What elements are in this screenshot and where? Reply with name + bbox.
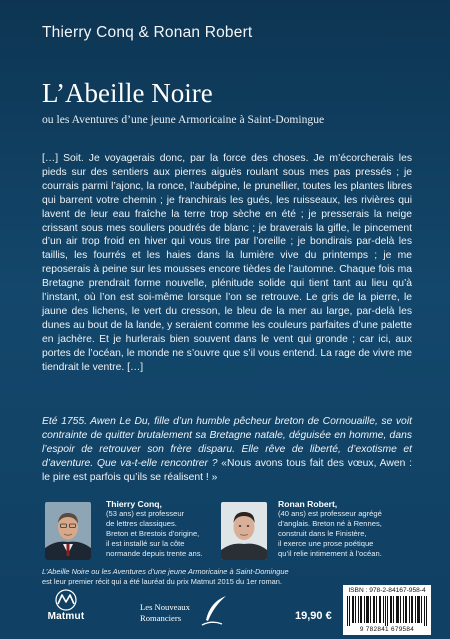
nouveaux-romanciers-logo xyxy=(140,594,250,634)
bio-conq-line: il est installé sur la côte xyxy=(106,539,185,548)
bio-conq-line: normande depuis trente ans. xyxy=(106,549,203,558)
nouveaux-romanciers-line2: Romanciers xyxy=(140,613,182,623)
bio-conq-name: Thierry Conq, xyxy=(106,499,162,509)
summary-quote: «Nous avons tous fait des vœux, Awen : le pire est parfois qu’ils se réalisent ! » xyxy=(42,457,412,483)
portrait-conq-image xyxy=(45,502,91,560)
author-photo-conq xyxy=(45,502,91,560)
bio-conq xyxy=(106,499,224,559)
bio-robert xyxy=(278,499,408,559)
barcode-area xyxy=(343,585,431,635)
bio-conq-line: (53 ans) est professeur xyxy=(106,509,185,518)
summary-text xyxy=(42,415,412,485)
bio-robert-line: (40 ans) est professeur agrégé xyxy=(278,509,382,518)
book-title: L’Abeille Noire xyxy=(42,78,213,108)
portrait-robert-image xyxy=(221,502,267,560)
award-note-text: est leur premier récit qui a été lauréat du prix Matmut 2015 du 1er roman. xyxy=(42,576,282,586)
summary-italic: Eté 1755. Awen Le Du, fille d’un humble pêcheur breton de Cornouaille, se voit contrainte de quitter brutalement sa Bretagne natale, déguisée en homme, dans l’espoir de retrouver son frère disparu. Elle rêve de liberté, d’exotisme et d’aventure. Que va-t-elle rencontrer ? xyxy=(42,416,412,469)
barcode-icon xyxy=(347,596,427,626)
bio-conq-line: Breton et Brestois d’origine, xyxy=(106,529,200,538)
price-label: 19,90 € xyxy=(295,610,332,622)
award-note-title: L’Abeille Noire ou les Aventures d’une jeune Armoricaine à Saint-Domingue xyxy=(42,567,289,576)
authors-line: Thierry Conq & Ronan Robert xyxy=(42,24,253,41)
isbn-text: ISBN : 978-2-84167-958-4 xyxy=(348,587,426,594)
award-note xyxy=(42,567,422,586)
matmut-logo-text: Matmut xyxy=(47,611,85,622)
bio-robert-line: d’anglais. Breton né à Rennes, xyxy=(278,519,382,528)
bio-robert-line: construit dans le Finistère, xyxy=(278,529,367,538)
book-subtitle: ou les Aventures d’une jeune Armoricaine à Saint-Domingue xyxy=(42,113,325,126)
barcode-number: 9 782841 679584 xyxy=(359,626,415,633)
nouveaux-romanciers-line1: Les Nouveaux xyxy=(140,602,190,612)
matmut-emblem-icon xyxy=(53,589,79,611)
bio-robert-line: il exerce une prose poétique xyxy=(278,539,374,548)
matmut-logo xyxy=(42,589,90,631)
bio-robert-line: qu’il relie intimement à l’océan. xyxy=(278,549,382,558)
excerpt-text: […] Soit. Je voyagerais donc, par la force des choses. Je m’écorcherais les pieds sur des sentiers aux pierres aiguës roulant sous mes pas pressés ; je courrais parmi l’ajonc, la ronce, l’aubépine, le prunellier, toutes les plantes libres qui barrent votre chemin ; je franchirais les gués, les ruisseaux, les rivières qui lavent de leur eau fraîche la terre trop sèche en été ; je presserais la neige crissant sous mes souliers poudrés de blanc ; je braverais la gifle, le pincement d’un air trop froid en hiver qui vous tire par l’oreille ; je bondirais par-delà les taillis, les fourrés et les haies dans la lumière vive du printemps ; je me reposerais à peine sur les mousses encore tièdes de l’automne. Chaque fois ma Bretagne prendrait forme nouvelle, plénitude solide qui tient tant au lieu qu’à l’instant, où l’on est soi-même lorsque l’on se retrouve. Le gris de la pierre, le jaune des lichens, le vert du cresson, le bleu de la mer au large, par-delà les dunes au bout de la lande, y seraient comme les couleurs parfaites d’une palette en jachère. Et je hurlerais bien souvent dans le vent qui gronde ; car ici, aux portes de l’océan, le monde ne s’ouvre que s’il vous entend. La rage de vivre me tiendrait le ventre. […] xyxy=(42,153,412,373)
bio-robert-name: Ronan Robert, xyxy=(278,499,338,509)
nouveaux-romanciers-text xyxy=(140,602,190,624)
quill-icon xyxy=(198,594,230,628)
author-photo-robert xyxy=(221,502,267,560)
bio-conq-line: de lettres classiques. xyxy=(106,519,177,528)
